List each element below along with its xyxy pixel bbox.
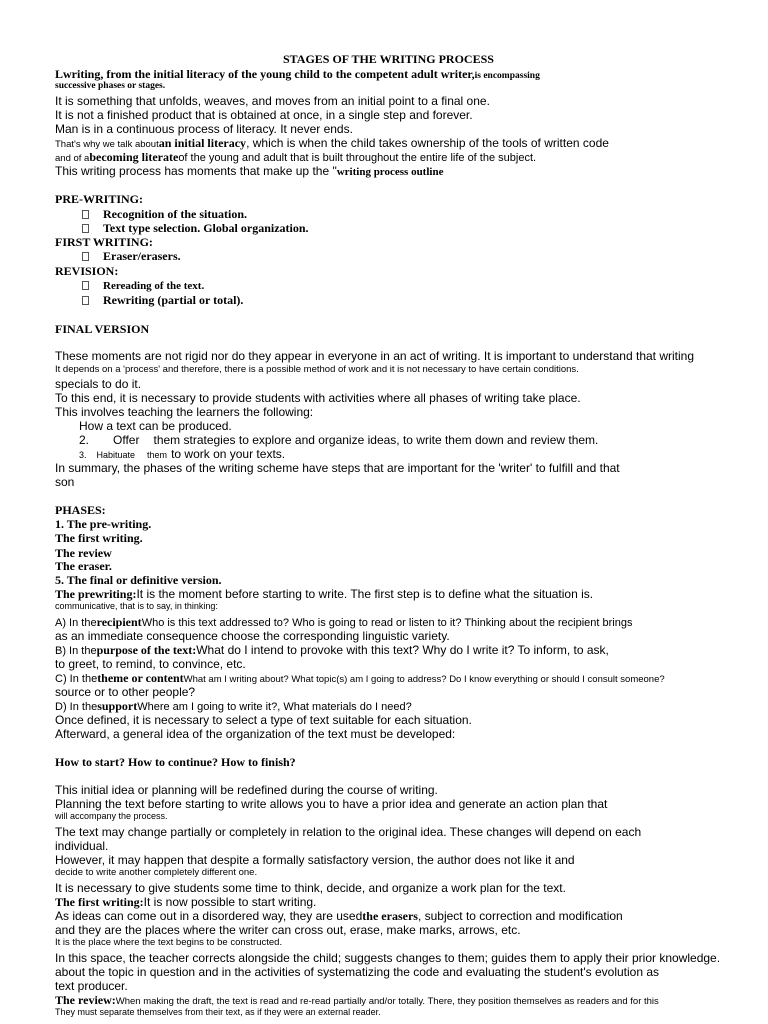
section-heading-revision: REVISION: [55, 264, 119, 278]
paragraph-line: This initial idea or planning will be redefined during the course of writing. [55, 783, 438, 797]
paragraph-line: decide to write another completely different one. [55, 867, 258, 878]
paragraph-line: In summary, the phases of the writing scheme have steps that are important for the 'writer' to fulfill and that [55, 461, 620, 475]
bullet-icon [82, 296, 89, 305]
paragraph-line: as an immediate consequence choose the corresponding linguistic variety. [55, 629, 450, 643]
phase-item: The review [55, 546, 112, 560]
paragraph-line: about the topic in question and in the activities of systematizing the code and evaluating the student's evolution as [55, 965, 660, 979]
paragraph-line: individual. [55, 839, 109, 853]
paragraph-line: It is the place where the text begins to be constructed. [55, 937, 283, 948]
paragraph-line: communicative, that is to say, in thinking: [55, 601, 218, 611]
paragraph-line: successive phases or stages. [55, 81, 166, 91]
paragraph-line: This involves teaching the learners the following: [55, 405, 314, 419]
bullet-icon [82, 224, 89, 233]
paragraph-line: It is necessary to give students some time to think, decide, and organize a work plan for the text. [55, 881, 566, 895]
paragraph-line: D) In thesupportWhere am I going to write it?, What materials do I need? [55, 699, 412, 713]
paragraph-line: It is something that unfolds, weaves, and moves from an initial point to a final one. [55, 94, 490, 108]
paragraph-line: Once defined, it is necessary to select a type of text suitable for each situation. [55, 713, 472, 727]
list-item: Recognition of the situation. [82, 207, 247, 221]
list-item: Rereading of the text. [82, 278, 204, 293]
paragraph-line: This writing process has moments that make up the "writing process outline [55, 164, 444, 178]
paragraph-line: These moments are not rigid nor do they appear in everyone in an act of writing. It is important to understand that writing [55, 349, 695, 363]
paragraph-line: son [55, 475, 75, 489]
subheading: How to start? How to continue? How to finish? [55, 755, 296, 769]
paragraph-line: C) In thetheme or contentWhat am I writing about? What topic(s) am I going to address? Do I know everything or should I consult someone? [55, 671, 665, 685]
paragraph-line: specials to do it. [55, 377, 142, 391]
list-item: How a text can be produced. [79, 419, 232, 433]
phase-item: The eraser. [55, 559, 112, 573]
phase-item: 5. The final or definitive version. [55, 573, 222, 587]
paragraph-line: Afterward, a general idea of the organization of the text must be developed: [55, 727, 456, 741]
paragraph-line: Lwriting, from the initial literacy of the young child to the competent adult writer,is encompassing [55, 67, 540, 81]
paragraph-line: In this space, the teacher corrects alongside the child; suggests changes to them; guides them to apply their prior knowledge. [55, 951, 721, 965]
paragraph-line: They must separate themselves from their text, as if they were an external reader. [55, 1007, 381, 1017]
bullet-icon [82, 252, 89, 261]
paragraph-line: text producer. [55, 979, 128, 993]
section-heading-final-version: FINAL VERSION [55, 322, 150, 336]
paragraph-line: However, it may happen that despite a formally satisfactory version, the author does not like it and [55, 853, 575, 867]
bullet-icon [82, 281, 89, 290]
section-heading-phases: PHASES: [55, 503, 106, 517]
list-item: 3. Habituate them to work on your texts. [79, 447, 286, 461]
paragraph-line: As ideas can come out in a disordered way, they are usedthe erasers, subject to correction and modification [55, 909, 623, 923]
paragraph-line: It depends on a 'process' and therefore, there is a possible method of work and it is not necessary to have certain conditions. [55, 364, 579, 375]
list-item: Eraser/erasers. [82, 249, 181, 263]
paragraph-line: That's why we talk aboutan initial literacy, which is when the child takes ownership of the tools of written code [55, 136, 609, 150]
paragraph-line: and they are the places where the writer can cross out, erase, make marks, arrows, etc. [55, 923, 521, 937]
paragraph-line: The text may change partially or completely in relation to the original idea. These changes will depend on each [55, 825, 642, 839]
paragraph-line: Man is in a continuous process of literacy. It never ends. [55, 122, 353, 136]
paragraph-line: to greet, to remind, to convince, etc. [55, 657, 246, 671]
section-heading-first-writing: FIRST WRITING: [55, 235, 153, 249]
phase-item: The first writing. [55, 531, 143, 545]
paragraph-line: It is not a finished product that is obtained at once, in a single step and forever. [55, 108, 473, 122]
phase-item: 1. The pre-writing. [55, 517, 152, 531]
paragraph-line: A) In therecipientWho is this text addressed to? Who is going to read or listen to it? Thinking about the recipient brings [55, 615, 633, 629]
section-heading-prewriting: PRE-WRITING: [55, 192, 144, 206]
list-item: Rewriting (partial or total). [82, 293, 243, 307]
paragraph-line: The prewriting:It is the moment before starting to write. The first step is to define what the situation is. [55, 587, 594, 601]
bullet-icon [82, 210, 89, 219]
list-item: Text type selection. Global organization. [82, 221, 309, 235]
paragraph-line: The review:When making the draft, the text is read and re-read partially and/or totally. There, they position themselves as readers and for this [55, 993, 659, 1007]
document-title: STAGES OF THE WRITING PROCESS [283, 52, 494, 66]
paragraph-line: and of abecoming literateof the young and adult that is built throughout the entire life of the subject. [55, 150, 537, 164]
paragraph-line: source or to other people? [55, 685, 196, 699]
list-item: 2. Offer them strategies to explore and organize ideas, to write them down and review them. [79, 433, 599, 447]
paragraph-line: will accompany the process. [55, 811, 168, 821]
paragraph-line: Planning the text before starting to write allows you to have a prior idea and generate an action plan that [55, 797, 608, 811]
paragraph-line: The first writing:It is now possible to start writing. [55, 895, 317, 909]
paragraph-line: To this end, it is necessary to provide students with activities where all phases of writing take place. [55, 391, 581, 405]
paragraph-line: B) In thepurpose of the text:What do I intend to provoke with this text? Why do I write it? To inform, to ask, [55, 643, 609, 657]
